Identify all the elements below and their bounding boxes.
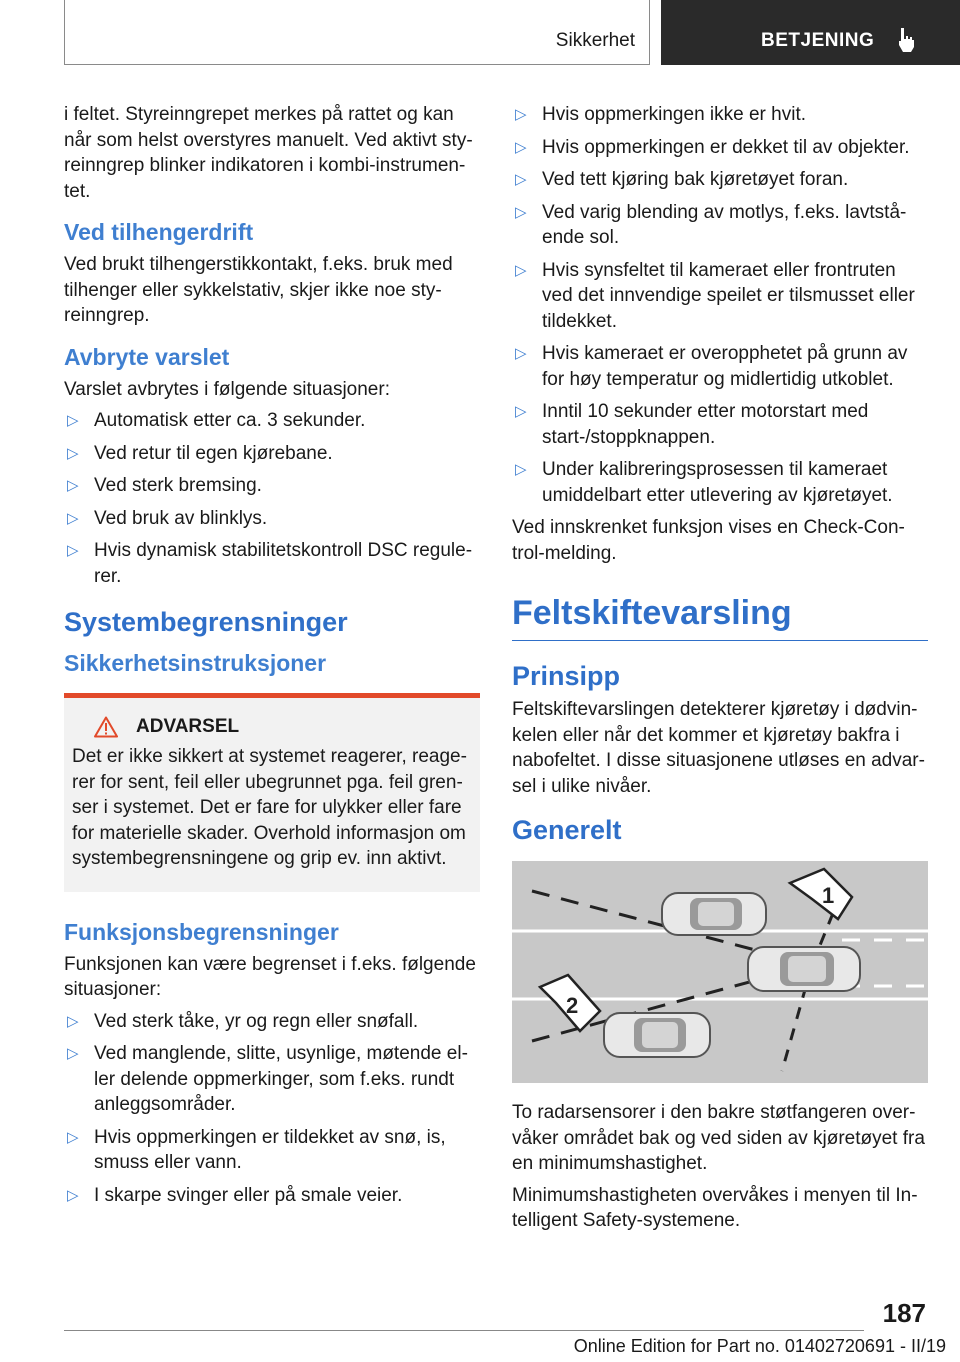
list-item: ▷ Ved sterk tåke, yr og regn eller snøfall. xyxy=(64,1009,480,1035)
right-column xyxy=(512,102,928,1240)
footer-edition xyxy=(574,1336,946,1357)
list-item: ▷ I skarpe svinger eller på smale veier. xyxy=(64,1183,480,1209)
warning-box xyxy=(64,693,480,892)
car-own-vehicle xyxy=(748,947,860,991)
list-item: ▷ Hvis oppmerkingen er tildekket av snø, is, smuss eller vann. xyxy=(67,1126,446,1173)
header-section-box xyxy=(64,0,650,65)
list-funksjonsbegrensninger-continued xyxy=(512,102,928,508)
list-item: ▷ Ved bruk av blinklys. xyxy=(64,506,480,532)
heading-prinsipp: Prinsipp xyxy=(512,661,621,691)
header-chapter-label: BETJENING xyxy=(761,30,875,51)
triangle-marker-icon: ▷ xyxy=(67,412,79,429)
paragraph-tilhengerdrift: Ved brukt tilhengerstikkontakt, f.eks. bruk med tilhenger eller sykkelstativ, skjer ikke noe styreinngrep. xyxy=(64,254,453,326)
triangle-marker-icon: ▷ xyxy=(67,1045,79,1062)
list-item: ▷ Hvis oppmerkingen ikke er hvit. xyxy=(512,102,928,128)
triangle-marker-icon: ▷ xyxy=(67,509,79,527)
footer-edition-text: Online Edition for Part no. 01402720691 - II/19 xyxy=(573,1336,946,1356)
paragraph-intro: i feltet. Styreinngrepet merkes på rattet og kan når som helst overstyres manuelt. Ved aktivt styreinngrep blinker indikatoren i kombi-instrumentet. xyxy=(64,104,473,202)
heading-sikkerhetsinstruksjoner: Sikkerhetsinstruksjoner xyxy=(64,650,327,676)
list-item: ▷ Ved retur til egen kjørebane. xyxy=(64,441,480,467)
triangle-marker-icon: ▷ xyxy=(67,542,79,559)
warning-text: Det er ikke sikkert at systemet reagerer, reagerer for sent, feil eller ubegrunnet pga. feil grenser i systemet. Det er fare for ulykker eller fare for materielle skader. Overhold informasjon om systembegrensningene og grip ev. inn aktivt. xyxy=(72,746,467,869)
heading-avbryte-varslet: Avbryte varslet xyxy=(64,343,230,370)
heading-systembegrensninger: Systembegrensninger xyxy=(64,607,348,637)
triangle-marker-icon: ▷ xyxy=(67,444,79,462)
triangle-marker-icon: ▷ xyxy=(515,261,527,279)
heading-generelt: Generelt xyxy=(512,815,622,845)
list-item: ▷ Hvis kameraet er overopphetet på grunn av for høy temperatur og midlertidig utkoblet. xyxy=(515,343,908,390)
footer-divider xyxy=(64,1330,864,1331)
triangle-marker-icon: ▷ xyxy=(67,1012,79,1030)
paragraph-radar: To radarsensorer i den bakre støtfangeren overvåker området bak og ved siden av kjøretøyet fra en minimumshastighet. xyxy=(512,1102,925,1174)
list-avbryte-varslet xyxy=(64,408,480,589)
paragraph-avbryte-varslet: Varslet avbrytes i følgende situasjoner: xyxy=(64,378,390,400)
list-item: ▷ Ved varig blending av motlys, f.eks. lavtstående sol. xyxy=(515,201,907,248)
triangle-marker-icon: ▷ xyxy=(515,138,527,156)
triangle-marker-icon: ▷ xyxy=(515,106,527,123)
paragraph-funksjonsbegrensninger: Funksjonen kan være begrenset i f.eks. følgende situasjoner: xyxy=(64,953,476,1000)
triangle-marker-icon: ▷ xyxy=(515,171,527,188)
svg-text:2: 2 xyxy=(566,993,579,1018)
list-item: ▷ Under kalibreringsprosessen til kameraet umiddelbart etter utlevering av kjøretøyet. xyxy=(515,459,893,506)
list-item: ▷ Hvis dynamisk stabilitetskontroll DSC regulerer. xyxy=(67,540,473,587)
heading-tilhengerdrift: Ved tilhengerdrift xyxy=(64,219,254,245)
page-number: 187 xyxy=(882,1298,926,1328)
lane-change-warning-illustration xyxy=(512,861,928,1083)
list-item: ▷ Automatisk etter ca. 3 sekunder. xyxy=(64,408,480,434)
triangle-marker-icon: ▷ xyxy=(515,345,527,362)
paragraph-prinsipp: Feltskiftevarslingen detekterer kjøretøy i dødvinkelen eller når det kommer et kjøretøy bakfra i nabofeltet. I disse situasjonene utløses en advarsel i ulike nivåer. xyxy=(512,699,925,797)
paragraph-minimum-speed: Minimumshastigheten overvåkes i menyen til Intelligent Safety-systemene. xyxy=(512,1184,918,1231)
warning-title: ADVARSEL xyxy=(136,716,240,737)
page-header xyxy=(0,0,960,66)
triangle-marker-icon: ▷ xyxy=(67,1128,79,1146)
list-item: ▷ Hvis oppmerkingen er dekket til av objekter. xyxy=(512,135,928,161)
triangle-marker-icon: ▷ xyxy=(67,477,79,494)
list-item: ▷ Ved tett kjøring bak kjøretøyet foran. xyxy=(512,167,928,193)
warning-header xyxy=(72,716,470,738)
car-bottom-left-lane xyxy=(604,1013,710,1057)
list-item: ▷ Ved manglende, slitte, usynlige, møtende eller delende oppmerkinger, som f.eks. rundt anleggsområder. xyxy=(67,1043,468,1115)
car-top-left-lane xyxy=(662,893,766,935)
header-section-title: Sikkerhet xyxy=(555,30,635,51)
triangle-marker-icon: ▷ xyxy=(67,1186,79,1204)
paragraph-check-control: Ved innskrenket funksjon vises en Check-Control-melding. xyxy=(512,517,905,564)
hand-pointer-icon xyxy=(895,26,919,54)
list-funksjonsbegrensninger xyxy=(64,1009,480,1209)
header-chapter-tab xyxy=(661,0,960,65)
warning-triangle-icon xyxy=(94,716,118,738)
list-item: ▷ Hvis synsfeltet til kameraet eller frontruten ved det innvendige speilet er tilsmusset eller tildekket. xyxy=(515,259,915,332)
heading-feltskiftevarsling: Feltskiftevarsling xyxy=(512,592,928,641)
list-item: ▷ Ved sterk bremsing. xyxy=(64,473,480,499)
left-column xyxy=(64,102,480,1215)
list-item: ▷ Inntil 10 sekunder etter motorstart med start-/stoppknappen. xyxy=(515,401,869,448)
triangle-marker-icon: ▷ xyxy=(515,203,527,221)
triangle-marker-icon: ▷ xyxy=(515,403,527,420)
heading-funksjonsbegrensninger: Funksjonsbegrensninger xyxy=(64,918,339,945)
svg-text:1: 1 xyxy=(822,883,835,908)
triangle-marker-icon: ▷ xyxy=(515,461,527,478)
